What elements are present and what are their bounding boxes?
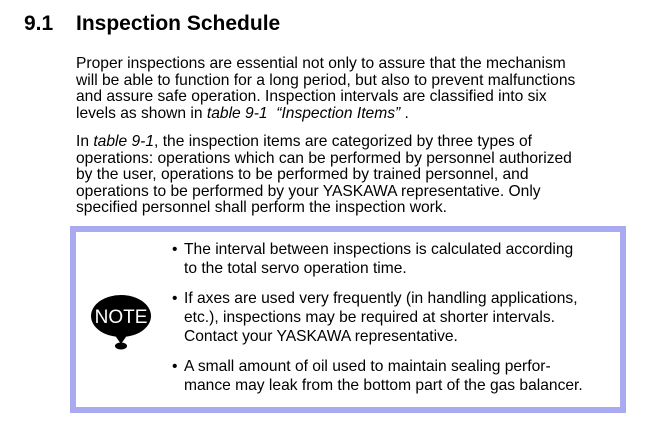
paragraph-line: Proper inspections are essential not only to assure that the mechanism (76, 55, 566, 72)
paragraph-line: and assure safe operation. Inspection intervals are classified into six (76, 88, 547, 105)
paragraph-line: will be able to function for a long period, but also to prevent malfunctions (76, 71, 576, 89)
paragraph-line: specified personnel shall perform the inspection work. (76, 199, 447, 216)
paragraph-end: . (400, 104, 409, 122)
note-item (172, 289, 612, 346)
note-icon (90, 294, 152, 350)
section-heading (24, 10, 280, 38)
categories-paragraph (76, 134, 641, 217)
paragraph-line: operations: operations which can be performed by personnel authorized (76, 149, 572, 167)
note-line: Contact your YASKAWA representative. (184, 328, 458, 345)
note-list (172, 240, 612, 406)
note-line: to the total servo operation time. (184, 260, 407, 277)
note-line: The interval between inspections is calculated according (184, 241, 574, 258)
paragraph-line: operations to be performed by your YASKAWA representative. Only (76, 182, 541, 200)
paragraph-line: by the user, operations to be performed by trained personnel, and (76, 166, 529, 183)
intro-paragraph (76, 56, 641, 122)
table-reference: table 9-1 (206, 104, 268, 122)
note-item (172, 357, 612, 395)
paragraph-text: In (76, 133, 94, 150)
bullet-marker: • (172, 290, 178, 307)
paragraph-line (76, 106, 641, 123)
bullet-marker: • (172, 358, 178, 375)
paragraph-text: , the inspection items are categorized by three types of (154, 133, 532, 150)
section-number: 9.1 (24, 12, 54, 35)
note-line: If axes are used very frequently (in handling applications, (184, 290, 578, 307)
note-line: A small amount of oil used to maintain sealing perfor- (184, 358, 551, 375)
table-title-reference: “Inspection Items” (276, 104, 401, 122)
note-icon-label: NOTE (94, 307, 148, 328)
section-title: Inspection Schedule (76, 12, 281, 35)
bullet-marker: • (172, 241, 178, 258)
table-reference: table 9-1 (93, 133, 155, 150)
note-box (70, 226, 626, 413)
note-line: mance may leak from the bottom part of the gas balancer. (184, 377, 583, 394)
note-item (172, 240, 612, 278)
paragraph-line (76, 134, 641, 151)
note-line: etc.), inspections may be required at shorter intervals. (184, 309, 555, 326)
paragraph-text: levels as shown in (76, 104, 207, 122)
